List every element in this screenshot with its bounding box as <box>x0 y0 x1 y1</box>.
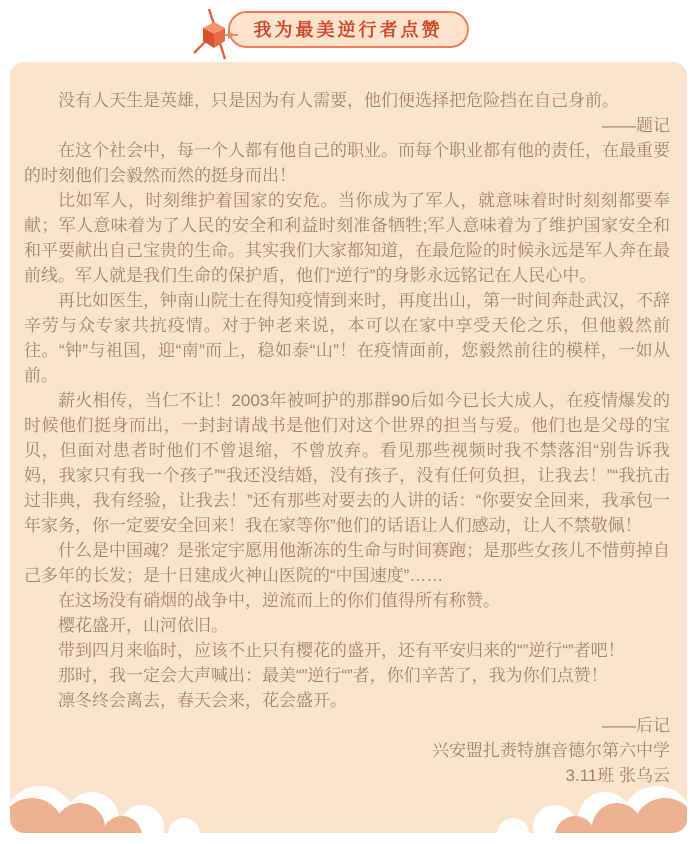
essay-body <box>10 62 687 788</box>
essay-paragraph: 那时，我一定会大声喊出：最美“”逆行“”者，你们辛苦了，我为你们点赞！ <box>58 666 608 685</box>
essay-paragraph: 在这个社会中，每一个人都有他自己的职业。而每个职业都有他的责任，在最重要的时刻他们会毅然而然的挺身而出！ <box>24 141 670 185</box>
essay-paragraph: 什么是中国魂？是张定宇愿用他渐冻的生命与时间赛跑；是那些女孩儿不惜剪掉自己多年的长发；是十日建成火神山医院的“中国速度”…… <box>24 541 670 585</box>
essay-paragraph: 薪火相传，当仁不让！2003年被呵护的那群90后如今已长大成人，在疫情爆发的时候他们挺身而出，一封封请战书是他们对这个世界的担当与爱。他们也是父母的宝贝，但面对患者时他们不曾退缩，不曾放弃。看见那些视频时我不禁落泪“别告诉我妈，我家只有我一个孩子”“我还没结婚，没有孩子，没有任何负担，让我去！”“我抗击过非典，我有经验，让我去！”还有那些对要去的人讲的话：“你要安全回来，我承包一年家务，你一定要安全回来！我在家等你”他们的话语让人们感动，让人不禁敬佩！ <box>24 391 670 535</box>
essay-paragraph: 樱花盛开，山河依旧。 <box>58 616 228 635</box>
essay-paragraph: ——题记 <box>602 116 670 135</box>
ribbon-box-dart-icon <box>192 7 238 61</box>
essay-paragraph: 比如军人，时刻维护着国家的安危。当你成为了军人，就意味着时时刻刻都要奉献；军人意味着为了人民的安全和利益时刻准备牺牲;军人意味着为了维护国家安全和和平要献出自己宝贵的生命。其实我们大家都知道，在最危险的时候永远是军人奔在最前线。军人就是我们生命的保护盾，他们“逆行”的身影永远铭记在人民心中。 <box>24 191 670 285</box>
essay-paragraph: 凛冬终会离去，春天会来，花会盛开。 <box>58 691 347 710</box>
essay-paragraph: 在这场没有硝烟的战争中，逆流而上的你们值得所有称赞。 <box>58 591 500 610</box>
essay-card <box>10 62 687 833</box>
essay-paragraph: 兴安盟扎赉特旗音德尔第六中学 <box>432 741 670 760</box>
essay-paragraph: 没有人天生是英雄，只是因为有人需要，他们便选择把危险挡在自己身前。 <box>58 91 619 110</box>
page-title-banner <box>0 11 696 48</box>
essay-paragraph: 3.11班 张乌云 <box>565 766 670 785</box>
essay-paragraph: 带到四月来临时，应该不止只有樱花的盛开，还有平安归来的“”逆行“”者吧！ <box>58 641 625 660</box>
page-title: 我为最美逆行者点赞 <box>228 11 469 48</box>
essay-paragraph: 再比如医生，钟南山院士在得知疫情到来时，再度出山，第一时间奔赴武汉，不辞辛劳与众专家共抗疫情。对于钟老来说，本可以在家中享受天伦之乐，但他毅然前往。“钟”与祖国，迎“南”而上，稳如泰“山”！在疫情面前，您毅然前往的模样，一如从前。 <box>24 291 670 385</box>
essay-paragraph: ——后记 <box>602 716 670 735</box>
